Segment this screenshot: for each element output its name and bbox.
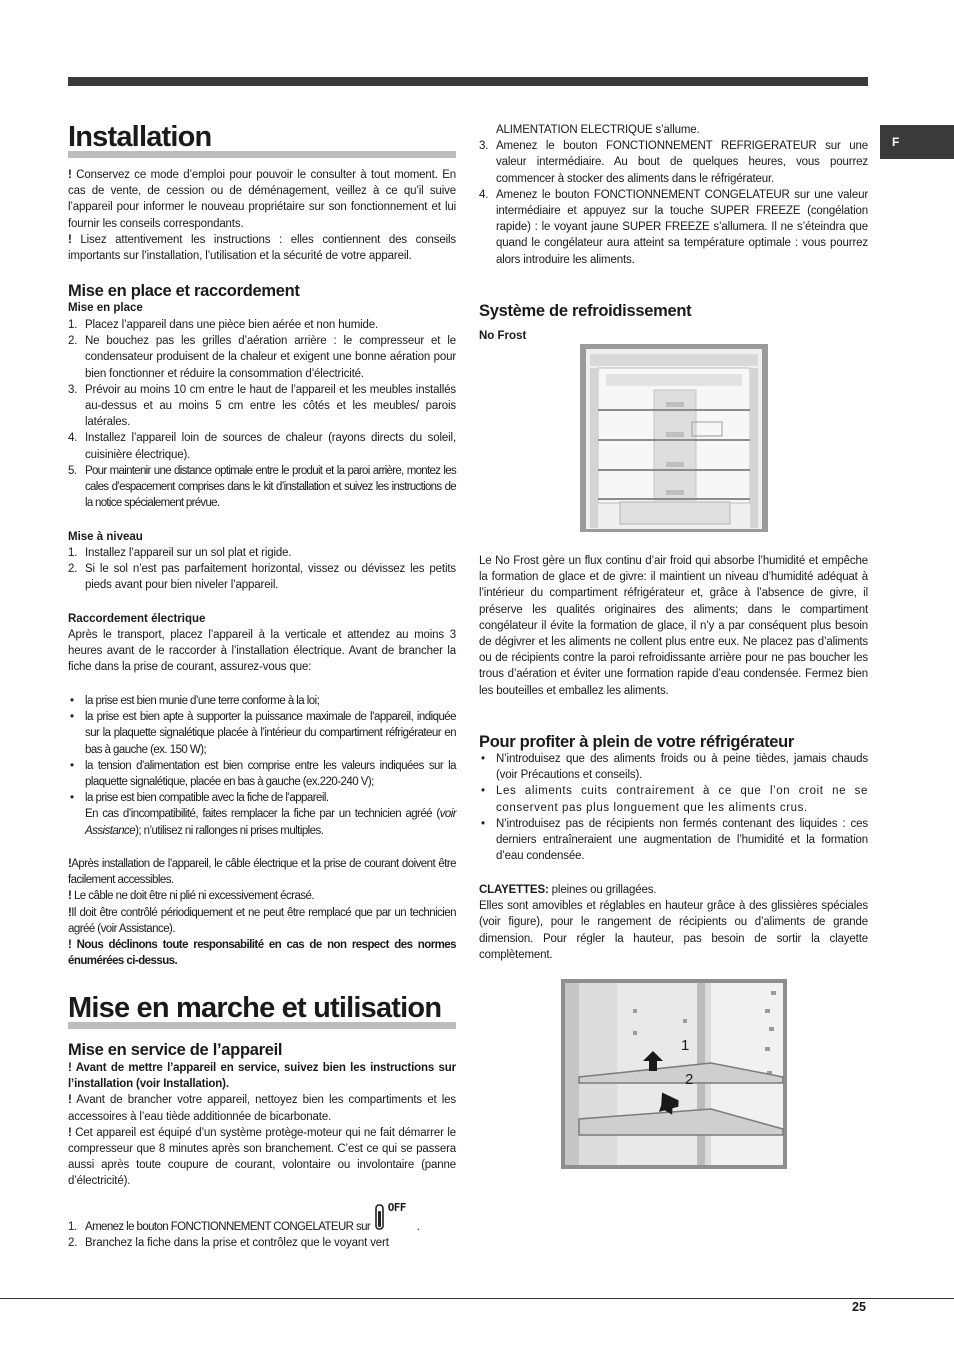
service-block (68, 1060, 456, 1190)
language-tab: F (880, 125, 954, 159)
placement-list (68, 317, 456, 511)
installation-title: Installation (68, 123, 456, 158)
list-item: 2. Si le sol n’est pas parfaitement horizontal, vissez ou dévissez les petits pieds avant pour bien niveler l’appareil. (68, 563, 456, 592)
list-item: • Les aliments cuits contrairement à ce que l’on croit ne se conservent pas plus longuement que les aliments crus. (481, 785, 868, 814)
shelf-adjust-image (561, 979, 787, 1169)
usage-title: Mise en marche et utilisation (68, 994, 456, 1029)
list-item: 1. Placez l’appareil dans une pièce bien aérée et non humide. (68, 319, 379, 331)
level-list (68, 545, 456, 594)
list-item: 2. Ne bouchez pas les grilles d’aération arrière : le compresseur et le condensateur produisent de la chaleur et exigent une bonne aération pour bien fonctionner et réduire la consommation d’électricité. (68, 335, 456, 380)
list-item: • la prise est bien compatible avec la fiche de l’appareil. (70, 792, 329, 805)
warning-4: ! Nous déclinons toute responsabilité en cas de non respect des normes énumérées ci-dessus. (68, 939, 456, 968)
shelves-block (479, 882, 868, 963)
list-item: 5. Pour maintenir une distance optimale entre le produit et la paroi arrière, montez les cales d’espacement comprises dans le kit d’installation et suivez les instructions de la notice spécialement prévue. (68, 464, 456, 510)
step-label-1: 1 (681, 1037, 690, 1054)
service-warning: ! Avant de mettre l’appareil en service, suivez bien les instructions sur l’installation (voir Installation). (68, 1062, 456, 1091)
warnings-block (68, 856, 456, 969)
shelves-text: Elles sont amovibles et réglables en hauteur grâce à des glissières spéciales (voir figure), pour le rangement de récipients ou d’aliments de grande dimension. Pour régler la hauteur, pas besoin de sortir la clayette complètement. (479, 900, 868, 961)
list-item: 2. Branchez la fiche dans la prise et contrôlez que le voyant vert (68, 1237, 389, 1250)
enjoy-title: Pour profiter à plein de votre réfrigérateur (479, 733, 795, 751)
placement-subtitle: Mise en place (68, 302, 143, 314)
step-label-2: 2 (685, 1071, 694, 1088)
assistance-reference: voir Assistance (85, 808, 456, 837)
off-switch-icon (373, 1200, 417, 1233)
footer-rule (0, 1298, 954, 1299)
service-paragraph-2: ! Cet appareil est équipé d’un système protège-moteur qui ne fait démarrer le compresseur que 8 minutes après son branchement. C’est ce qui se passera aussi après toute coupure de courant, volontaire ou involontaire (panne d’électricité). (68, 1126, 457, 1188)
warning-2: ! Le câble ne doit être ni plié ni excessivement écrasé. (68, 890, 314, 903)
intro-paragraph-2: ! Lisez attentivement les instructions : elles contiennent des conseils importants sur l’installation, l’utilisation et la sécurité de votre appareil. (68, 234, 456, 263)
warning-mark: ! (68, 234, 72, 246)
fridge-interior-image (580, 344, 768, 532)
list-item: 4. Amenez le bouton FONCTIONNEMENT CONGELATEUR sur une valeur intermédiaire et appuyez sur la touche SUPER FREEZE (congélation rapide) : le voyant jaune SUPER FREEZE s’allumera. Il ne s’éteindra que quand le congélateur aura atteint sa température optimale : vous pourrez alors introduire les aliments. (479, 188, 868, 266)
list-item: 1. Installez l’appareil sur un sol plat et rigide. (68, 547, 292, 559)
list-item: • la prise est bien munie d’une terre conforme à la loi; (70, 695, 320, 707)
intro-paragraph-1: ! Conservez ce mode d’emploi pour pouvoir le consulter à tout moment. En cas de vente, de cession ou de déménagement, veillez à ce qu’il suive l’appareil pour informer le nouveau propriétaire sur son fonctionnement et lui fournir les conseils correspondants. (68, 169, 456, 230)
list-item: • N’introduisez que des aliments froids ou à peine tièdes, jamais chauds (voir Précautions et conseils). (481, 753, 868, 782)
list-item: ALIMENTATION ELECTRIQUE s’allume. (496, 124, 700, 136)
list-item: 4. Installez l’appareil loin de sources de chaleur (rayons directs du soleil, cuisinière électrique). (68, 432, 456, 461)
list-item: 3. Amenez le bouton FONCTIONNEMENT REFRIGERATEUR sur une valeur intermédiaire. Au bout de quelques heures, vous pourrez commencer à stocker des aliments dans le réfrigérateur. (479, 140, 868, 185)
nofrost-subtitle: No Frost (479, 330, 527, 342)
nofrost-text: Le No Frost gère un flux continu d’air froid qui absorbe l’humidité et empêche la formation de glace et de givre: il maintient un niveau d’humidité adéquat à l’intérieur du compartiment réfrigérateur et, grâce à l’absence de givre, il préserve les qualités originaires des aliments; dans le compartiment congélateur il évite la formation de glace, il n’y a par conséquent plus besoin de dégivrer et les aliments ne collent plus entre eux. Ne placez pas d’aliments ou de récipients contre la paroi refroidissante arrière pour ne pas boucher les trous d’aération et éviter une formation rapide d’eau condensée. Fermez bien les bouteilles et emballez les aliments. (479, 555, 868, 697)
warning-3: !Il doit être contrôlé périodiquement et ne peut être remplacé que par un technicien agréé (voir Assistance). (68, 906, 456, 935)
warning-mark: ! (68, 169, 72, 181)
startup-steps (68, 1200, 456, 1251)
placement-title: Mise en place et raccordement (68, 282, 300, 300)
electrical-subtitle: Raccordement électrique (68, 613, 206, 625)
list-item: • la prise est bien apte à supporter la puissance maximale de l’appareil, indiquée sur la plaquette signalétique placée à l’intérieur du compartiment réfrigérateur en bas à gauche (ex. 150 W); (70, 711, 456, 756)
list-item: 1. Amenez le bouton FONCTIONNEMENT CONGELATEUR sur OFF . (68, 1200, 420, 1233)
startup-steps-continued (479, 122, 868, 268)
service-paragraph-1: ! Avant de brancher votre appareil, nettoyez bien les compartiments et les accessoires à l’eau tiède additionnée de bicarbonate. (68, 1094, 456, 1123)
top-rule (68, 77, 868, 86)
list-item: • N’introduisez pas de récipients non fermés contenant des liquides : ces derniers entraîneraient une augmentation de l’humidité et la formation d’eau condensée. (481, 817, 868, 863)
service-title: Mise en service de l’appareil (68, 1041, 283, 1059)
cooling-title: Système de refroidissement (479, 302, 692, 320)
incompatibility-note: En cas d’incompatibilité, faites remplacer la fiche par un technicien agréé (voir Assistance); n’utilisez ni rallonges ni prises multiples. (85, 808, 456, 837)
warning-1: !Après installation de l’appareil, le câble électrique et la prise de courant doivent être facilement accessibles. (68, 858, 456, 887)
enjoy-list (479, 751, 868, 864)
page-number: 25 (852, 1300, 866, 1314)
electrical-text: Après le transport, placez l’appareil à la verticale et attendez au moins 3 heures avant de le raccorder à l’installation électrique. Avant de brancher la fiche dans la prise de courant, assurez-vous que: (68, 629, 456, 674)
level-subtitle: Mise à niveau (68, 531, 143, 543)
list-item: 3. Prévoir au moins 10 cm entre le haut de l’appareil et les meubles installés au-dessus et au moins 5 cm entre les côtés et les meubles/ parois latérales. (68, 383, 456, 429)
shelves-line: CLAYETTES: pleines ou grillagées. (479, 884, 657, 896)
electrical-list (68, 693, 456, 839)
off-label: OFF (387, 1200, 406, 1214)
list-item: • la tension d’alimentation est bien comprise entre les valeurs indiquées sur la plaquette signalétique, placée en bas à gauche (ex.220-240 V); (70, 759, 456, 789)
